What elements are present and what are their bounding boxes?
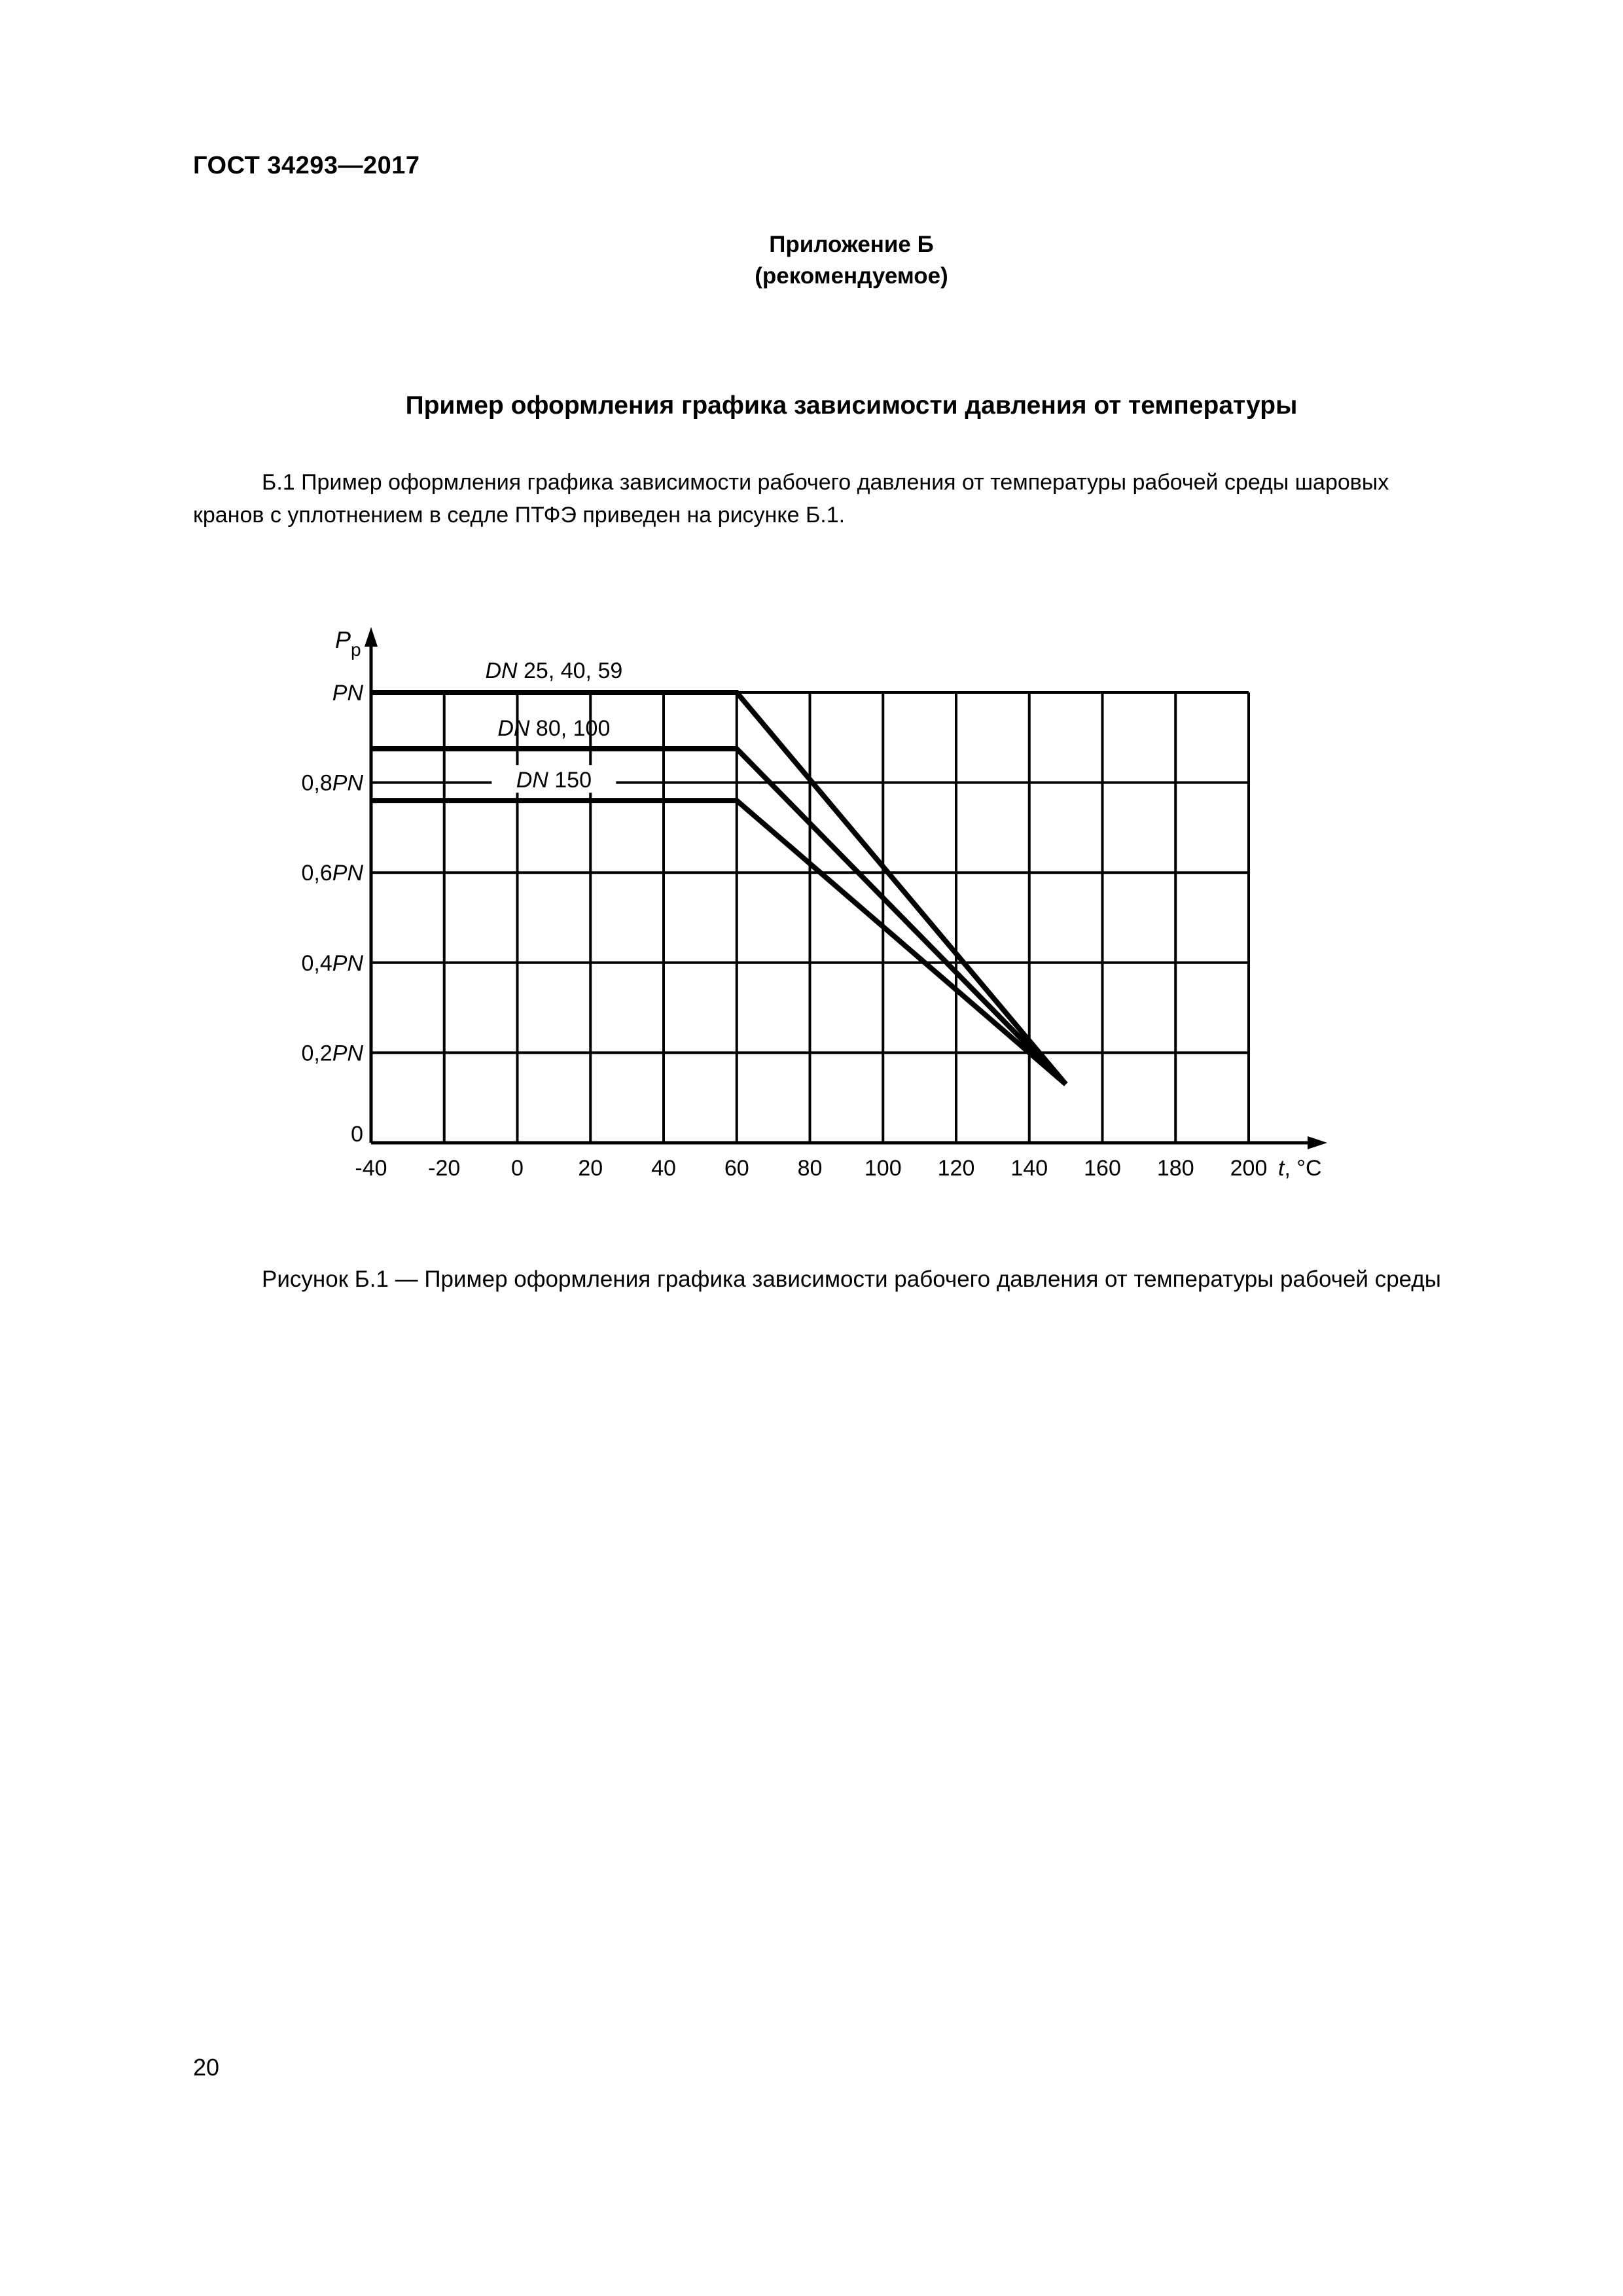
series-label-1: DN 25, 40, 59 <box>485 658 623 683</box>
y-tick-label: 0,4PN <box>301 950 363 976</box>
x-tick-label: 60 <box>724 1156 749 1181</box>
y-axis-arrow <box>365 627 378 647</box>
series-line-3 <box>371 800 1066 1084</box>
x-tick-label: -40 <box>355 1156 387 1181</box>
appendix-label: Приложение Б <box>769 232 934 257</box>
x-tick-label: 140 <box>1010 1156 1048 1181</box>
y-tick-label: 0 <box>351 1122 363 1147</box>
x-tick-label: 200 <box>1230 1156 1268 1181</box>
series-label-3: DN 150 <box>516 768 592 793</box>
section-title: Пример оформления графика зависимости давления от температуры <box>405 391 1298 420</box>
appendix-status: (рекомендуемое) <box>755 263 948 289</box>
document-header: ГОСТ 34293—2017 <box>193 152 420 179</box>
x-tick-label: 0 <box>511 1156 524 1181</box>
intro-line-1: Б.1 Пример оформления графика зависимости рабочего давления от температуры рабочей среды шаровых <box>262 470 1389 495</box>
x-tick-label: 120 <box>937 1156 975 1181</box>
x-tick-label: -20 <box>428 1156 461 1181</box>
intro-line-2: кранов с уплотнением в седле ПТФЭ приведен на рисунке Б.1. <box>193 503 846 528</box>
y-tick-label: 0,2PN <box>301 1041 363 1066</box>
x-tick-label: 180 <box>1156 1156 1194 1181</box>
x-tick-label: 20 <box>578 1156 603 1181</box>
x-tick-label: 100 <box>864 1156 902 1181</box>
figure-caption: Рисунок Б.1 — Пример оформления графика зависимости рабочего давления от температуры рабочей среды <box>262 1266 1441 1292</box>
y-tick-label: 0,6PN <box>301 861 363 886</box>
x-tick-label: 160 <box>1084 1156 1121 1181</box>
y-tick-label: PN <box>332 681 363 706</box>
x-axis-arrow <box>1308 1136 1327 1149</box>
y-axis-label: $P_p$ <box>335 626 361 660</box>
series-label-2: DN 80, 100 <box>497 716 611 741</box>
x-tick-label: 80 <box>797 1156 823 1181</box>
x-tick-label: 40 <box>651 1156 676 1181</box>
page-number: 20 <box>193 2054 220 2081</box>
x-axis-label: t, °C <box>1278 1156 1322 1181</box>
y-tick-label: 0,8PN <box>301 770 363 796</box>
